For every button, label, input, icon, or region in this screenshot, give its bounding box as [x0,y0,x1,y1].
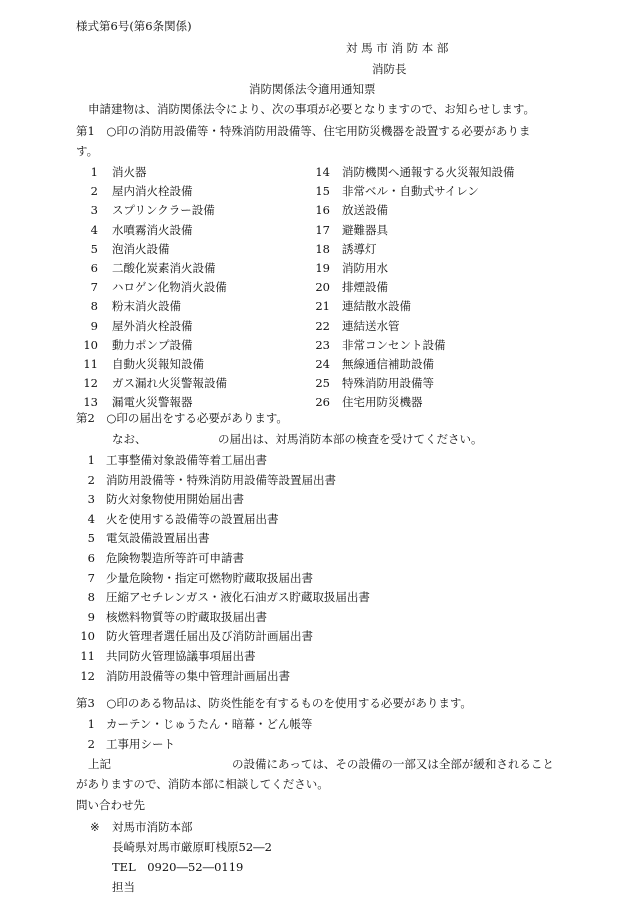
list-item-number: 10 [80,629,95,644]
department-name: 対 馬 市 消 防 本 部 [346,41,449,55]
list-item-number: 14 [315,165,330,179]
intro-text: 申請建物は、消防関係法令により、次の事項が必要となりますので、お知らせします。 [88,102,536,116]
list-item-number: 23 [315,337,330,352]
list-item-text: 防火管理者選任届出及び消防計画届出書 [106,629,313,644]
list-item-number: 3 [87,492,95,507]
document-title: 消防関係法令適用通知票 [249,82,376,96]
list-item-text: ガス漏れ火災警報設備 [112,376,227,391]
list-item-text: 泡消火設備 [112,241,170,256]
list-item-text: 放送設備 [342,203,388,218]
list-item-number: 2 [90,184,98,199]
list-item-text: 特殊消防用設備等 [342,376,434,391]
list-item-text: 無線通信補助設備 [342,357,434,371]
list-item-number: 24 [315,357,330,371]
list-item-text: 二酸化炭素消火設備 [112,261,216,275]
list-item-number: 4 [90,222,98,237]
list-item-text: 避難器具 [342,222,388,237]
list-item-text: 屋外消火栓設備 [112,318,193,333]
list-item-text: 漏電火災警報器 [112,395,193,410]
list-item-number: 9 [90,318,98,333]
list-item-number: 11 [80,649,95,663]
list-item-number: 12 [80,668,95,683]
section1-heading: 第1 ○印の消防用設備等・特殊消防用設備等、住宅用防災機器を設置する必要がありま [76,124,531,138]
contact-tel: TEL 0920―52―0119 [112,860,244,874]
list-item-text: 共同防火管理協議事項届出書 [106,649,256,663]
list-item-text: 圧縮アセチレンガス・液化石油ガス貯蔵取扱届出書 [106,590,370,605]
list-item-text: 屋内消火栓設備 [112,184,193,199]
closing-prefix: 上記 [88,757,111,771]
list-item-number: 6 [90,261,98,275]
list-item-text: 誘導灯 [342,241,377,256]
list-item-text: 少量危険物・指定可燃物貯蔵取扱届出書 [106,570,313,585]
section3-heading: 第3 ○印のある物品は、防炎性能を有するものを使用する必要があります。 [76,696,472,710]
contact-heading: 問い合わせ先 [76,798,145,812]
list-item-number: 8 [87,590,95,605]
list-item-text: 粉末消火設備 [112,299,181,314]
list-item-text: 核燃料物質等の貯蔵取扱届出書 [106,609,267,624]
list-item-text: 工事整備対象設備等着工届出書 [106,453,267,467]
list-item-text: 動力ポンプ設備 [112,337,193,352]
list-item-number: 7 [90,280,98,295]
list-item-text: 消火器 [112,165,147,179]
list-item-text: 連結散水設備 [342,299,411,314]
list-item-text: 電気設備設置届出書 [106,531,210,546]
list-item-number: 2 [87,737,95,751]
list-item-number: 13 [83,395,98,410]
closing-line2: がありますので、消防本部に相談してください。 [76,777,329,791]
list-item-text: カーテン・じゅうたん・暗幕・どん帳等 [106,717,313,731]
list-item-number: 1 [87,717,95,731]
list-item-number: 12 [83,376,98,391]
section2-note-prefix: なお、 [112,432,147,446]
section1-heading-cont: す。 [76,144,99,158]
list-item-number: 26 [315,395,330,410]
list-item-text: 非常コンセント設備 [342,337,446,352]
list-item-text: 非常ベル・自動式サイレン [342,184,479,199]
list-item-text: 連結送水管 [342,318,400,333]
list-item-number: 18 [315,241,330,256]
list-item-text: 工事用シート [106,737,175,751]
list-item-number: 15 [315,184,330,199]
contact-mark: ※ [90,820,100,834]
list-item-number: 9 [87,609,95,624]
list-item-text: 消防用設備等の集中管理計画届出書 [106,668,290,683]
list-item-text: 防火対象物使用開始届出書 [106,492,244,507]
section2-note-suffix: の届出は、対馬消防本部の検査を受けてください。 [218,432,483,446]
section2-heading: 第2 ○印の届出をする必要があります。 [76,411,288,425]
contact-address: 長崎県対馬市厳原町桟原52―2 [112,840,272,854]
chief-title: 消防長 [372,62,407,76]
list-item-number: 20 [315,280,330,295]
list-item-number: 11 [83,357,98,371]
list-item-text: 火を使用する設備等の設置届出書 [106,511,279,526]
list-item-number: 4 [87,511,95,526]
form-number: 様式第6号(第6条関係) [76,19,192,33]
list-item-number: 17 [315,222,330,237]
list-item-number: 1 [87,453,95,467]
list-item-number: 1 [90,165,98,179]
list-item-number: 3 [90,203,98,218]
list-item-number: 21 [315,299,330,314]
list-item-text: ハロゲン化物消火設備 [112,280,227,295]
contact-office: 対馬市消防本部 [112,820,193,834]
closing-suffix: の設備にあっては、その設備の一部又は全部が緩和されること [232,757,554,771]
list-item-text: 自動火災報知設備 [112,357,204,371]
list-item-text: 消防機関へ通報する火災報知設備 [342,165,515,179]
list-item-number: 6 [87,551,95,565]
list-item-text: 排煙設備 [342,280,388,295]
list-item-number: 10 [83,337,98,352]
list-item-number: 5 [87,531,95,546]
list-item-number: 5 [90,241,98,256]
list-item-number: 7 [87,570,95,585]
list-item-number: 16 [315,203,330,218]
list-item-number: 25 [315,376,330,391]
list-item-number: 8 [90,299,98,314]
list-item-text: 住宅用防災機器 [342,395,423,410]
list-item-text: 消防用水 [342,261,388,275]
list-item-number: 2 [87,472,95,487]
contact-person: 担当 [112,880,135,894]
list-item-text: スプリンクラー設備 [112,203,215,218]
list-item-text: 消防用設備等・特殊消防用設備等設置届出書 [106,472,336,487]
list-item-text: 危険物製造所等許可申請書 [106,551,244,565]
list-item-number: 19 [315,261,330,275]
list-item-number: 22 [315,318,330,333]
list-item-text: 水噴霧消火設備 [112,222,193,237]
